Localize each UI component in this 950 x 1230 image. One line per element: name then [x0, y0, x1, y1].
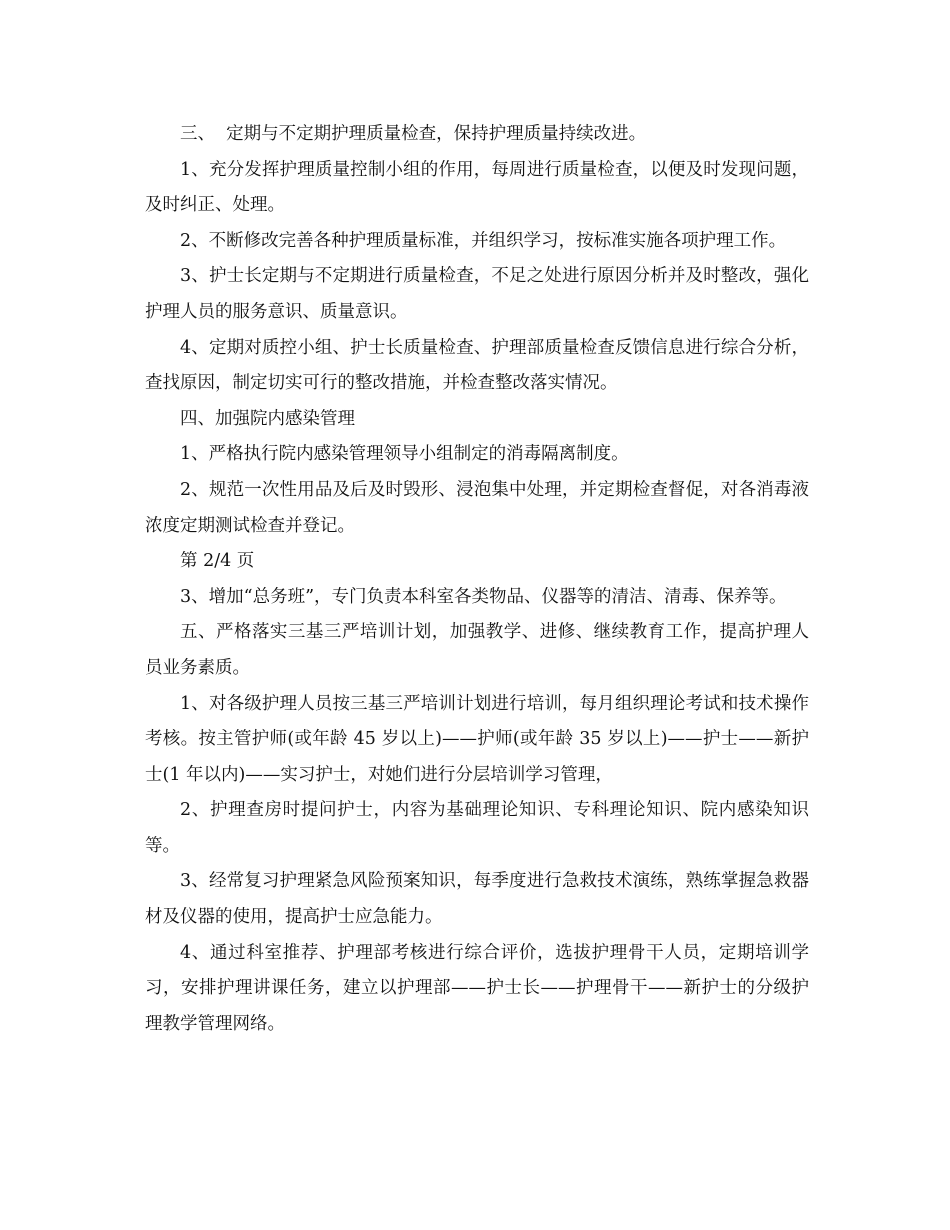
section-heading-5: 五、严格落实三基三严培训计划，加强教学、进修、继续教育工作，提高护理人员业务素质。: [145, 622, 809, 678]
page-number: 第 2/4 页: [180, 551, 255, 572]
paragraph-item-3-1: 1、充分发挥护理质量控制小组的作用，每周进行质量检查，以便及时发现问题，及时纠正、处理。: [145, 159, 809, 216]
paragraph-item-4-2: 2、规范一次性用品及后及时毁形、浸泡集中处理，并定期检查督促，对各消毒液浓度定期测试检查并登记。: [145, 479, 809, 536]
paragraph-item-4-1: 1、严格执行院内感染管理领导小组制定的消毒隔离制度。: [180, 444, 629, 465]
paragraph-item-3-2: 2、不断修改完善各种护理质量标准，并组织学习，按标准实施各项护理工作。: [180, 230, 787, 251]
section-heading-4: 四、加强院内感染管理: [180, 408, 355, 429]
paragraph-item-5-1: 1、对各级护理人员按三基三严培训计划进行培训，每月组织理论考试和技术操作考核。按主管护师(或年龄 45 岁以上)——护师(或年龄 35 岁以上)——护士——新护士(1 年以内)——实习护士，对她们进行分层培训学习管理，: [145, 693, 809, 785]
paragraph-item-5-4: 4、通过科室推荐、护理部考核进行综合评价，选拔护理骨干人员，定期培训学习，安排护理讲课任务，建立以护理部——护士长——护理骨干——新护士的分级护理教学管理网络。: [145, 942, 809, 1034]
paragraph-item-5-3: 3、经常复习护理紧急风险预案知识，每季度进行急救技术演练，熟练掌握急救器材及仪器的使用，提高护士应急能力。: [145, 871, 809, 928]
paragraph-item-4-3: 3、增加“总务班”，专门负责本科室各类物品、仪器等的清洁、清毒、保养等。: [180, 586, 787, 607]
paragraph-item-5-2: 2、护理查房时提问护士，内容为基础理论知识、专科理论知识、院内感染知识等。: [145, 800, 809, 856]
paragraph-item-3-4: 4、定期对质控小组、护士长质量检查、护理部质量检查反馈信息进行综合分析，查找原因，制定切实可行的整改措施，并检查整改落实情况。: [145, 337, 809, 394]
document-body: [145, 117, 809, 1042]
section-heading-3: 三、 定期与不定期护理质量检查，保持护理质量持续改进。: [180, 124, 647, 144]
paragraph-item-3-3: 3、护士长定期与不定期进行质量检查，不足之处进行原因分析并及时整改，强化护理人员的服务意识、质量意识。: [145, 266, 809, 322]
